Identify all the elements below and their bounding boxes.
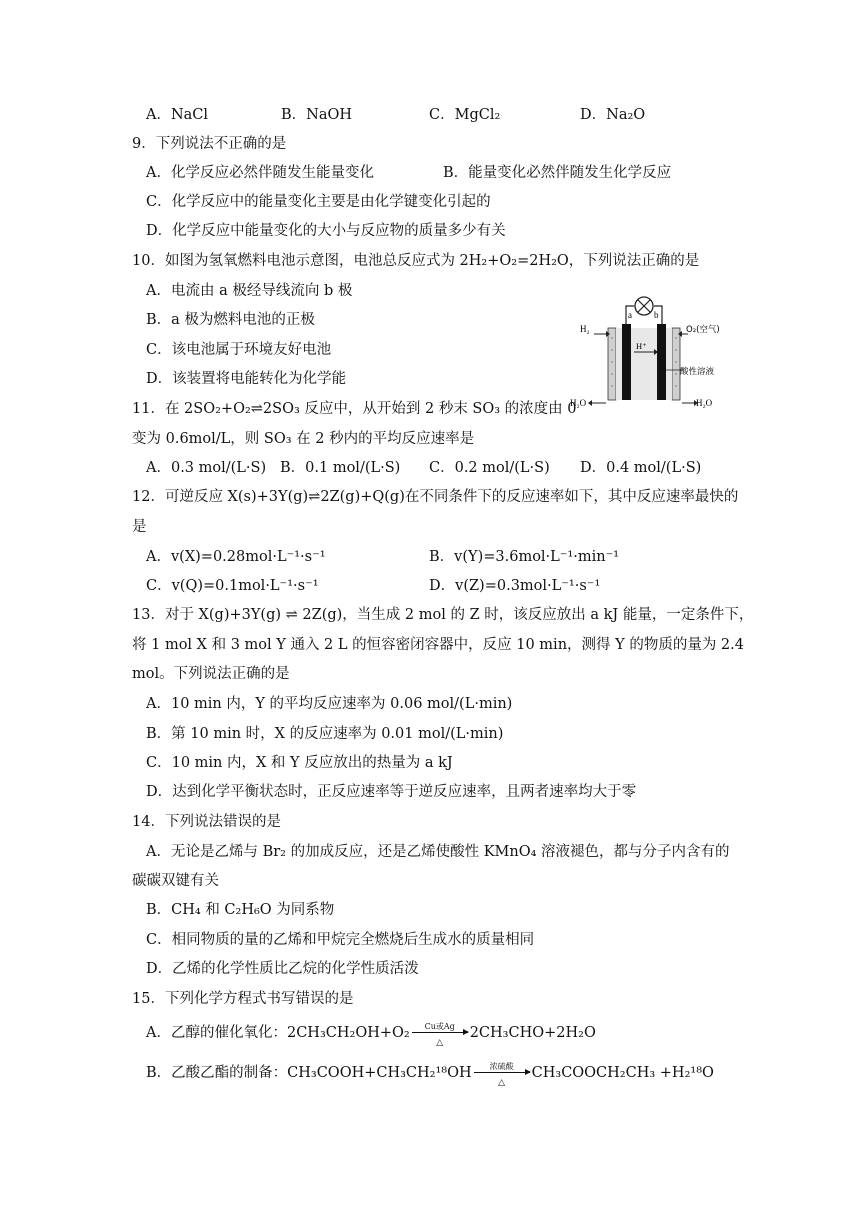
q14-option-b: B．CH₄ 和 C₂H₆O 为同系物 — [146, 902, 335, 918]
h2o-right-label: H₂O — [696, 398, 713, 408]
q15-b-products: CH₃COOCH₂CH₃ +H₂¹⁸O — [531, 1065, 714, 1081]
hplus-label: H⁺ — [636, 341, 647, 351]
q15-a-products: 2CH₃CHO+2H₂O — [469, 1025, 596, 1041]
q11-stem-line1: 11．在 2SO₂+O₂⇌2SO₃ 反应中，从开始到 2 秒末 SO₃ 的浓度由 0 — [132, 401, 577, 417]
electrode-a-label: a — [628, 310, 632, 320]
o2-label: O₂(空气) — [686, 325, 720, 335]
q12-stem-line2: 是 — [132, 519, 147, 535]
q10-stem: 10．如图为氢氧燃料电池示意图，电池总反应式为 2H₂+O₂=2H₂O，下列说法正确的是 — [132, 253, 700, 269]
q11-option-d: D．0.4 mol/(L·S) — [580, 460, 702, 476]
h2o-left-label: H₂O — [570, 398, 587, 408]
q11-option-c: C．0.2 mol/(L·S) — [429, 460, 550, 476]
q15-a-reactants: 2CH₃CH₂OH+O₂ — [286, 1025, 410, 1041]
q15-a-arrow — [412, 1022, 468, 1048]
acid-label: 酸性溶液 — [680, 367, 715, 377]
q12-stem-line1: 12．可逆反应 X(s)+3Y(g)⇌2Z(g)+Q(g)在不同条件下的反应速率如下，其中反应速率最快的 — [132, 489, 739, 505]
q11-stem-line2: 变为 0.6mol/L，则 SO₃ 在 2 秒内的平均反应速率是 — [132, 431, 475, 447]
h2-label: H₂ — [580, 324, 590, 334]
q15-a-condition: Cu或Ag — [424, 1022, 455, 1031]
q12-option-b: B．v(Y)=3.6mol·L⁻¹·min⁻¹ — [429, 549, 620, 565]
q10-option-d: D．该装置将电能转化为化学能 — [146, 371, 347, 387]
q14-option-d: D．乙烯的化学性质比乙烷的化学性质活泼 — [146, 961, 419, 977]
q8-option-a: A．NaCl — [146, 107, 209, 123]
electrode-a — [622, 324, 631, 400]
q8-option-b: B．NaOH — [281, 107, 353, 123]
q15-option-b — [146, 1062, 714, 1088]
q15-b-condition: 浓硫酸 — [489, 1062, 514, 1071]
q15-option-a — [146, 1022, 596, 1048]
q9-option-c: C．化学反应中的能量变化主要是由化学键变化引起的 — [146, 194, 491, 210]
q10-option-c: C．该电池属于环境友好电池 — [146, 342, 332, 358]
q10-option-a: A．电流由 a 极经导线流向 b 极 — [146, 283, 353, 299]
q12-option-c: C．v(Q)=0.1mol·L⁻¹·s⁻¹ — [146, 578, 319, 594]
q13-option-c: C．10 min 内，X 和 Y 反应放出的热量为 a kJ — [146, 755, 453, 771]
q9-option-d: D．化学反应中能量变化的大小与反应物的质量多少有关 — [146, 223, 506, 239]
q8-option-d: D．Na₂O — [580, 107, 646, 123]
q12-option-a: A．v(X)=0.28mol·L⁻¹·s⁻¹ — [146, 549, 326, 565]
q15-b-reactants: CH₃COOH+CH₃CH₂¹⁸OH — [287, 1065, 472, 1081]
q12-option-d: D．v(Z)=0.3mol·L⁻¹·s⁻¹ — [429, 578, 601, 594]
q14-stem: 14．下列说法错误的是 — [132, 814, 281, 830]
q15-b-label: B．乙酸乙酯的制备： — [146, 1065, 288, 1081]
q11-option-a: A．0.3 mol/(L·S) — [146, 460, 267, 476]
q14-option-a-line2: 碳碳双键有关 — [132, 873, 219, 889]
q9-option-b: B．能量变化必然伴随发生化学反应 — [443, 165, 672, 181]
q15-stem: 15．下列化学方程式书写错误的是 — [132, 991, 354, 1007]
q14-option-c: C．相同物质的量的乙烯和甲烷完全燃烧后生成水的质量相同 — [146, 932, 535, 948]
q15-a-heat: △ — [436, 1038, 444, 1048]
q13-option-a: A．10 min 内，Y 的平均反应速率为 0.06 mol/(L·min) — [146, 696, 513, 712]
q13-stem-line2: 将 1 mol X 和 3 mol Y 通入 2 L 的恒容密闭容器中，反应 10 min，测得 Y 的物质的量为 2.4 — [132, 637, 744, 653]
q13-stem-line3: mol。下列说法正确的是 — [132, 666, 290, 682]
fuel-cell-diagram — [568, 294, 728, 416]
electrode-b-label: b — [654, 310, 659, 320]
q11-option-b: B．0.1 mol/(L·S) — [280, 460, 401, 476]
q14-option-a-line1: A．无论是乙烯与 Br₂ 的加成反应，还是乙烯使酸性 KMnO₄ 溶液褪色，都与分子内含有的 — [146, 844, 730, 860]
q13-stem-line1: 13．对于 X(g)+3Y(g) ⇌ 2Z(g)，当生成 2 mol 的 Z 时，该反应放出 a kJ 能量，一定条件下， — [132, 607, 754, 623]
q10-option-b: B．a 极为燃料电池的正极 — [146, 312, 315, 328]
electrode-b — [657, 324, 666, 400]
q9-option-a: A．化学反应必然伴随发生能量变化 — [146, 165, 374, 181]
q13-option-d: D．达到化学平衡状态时，正反应速率等于逆反应速率，且两者速率均大于零 — [146, 784, 637, 800]
q15-b-arrow — [474, 1062, 530, 1088]
q9-stem: 9．下列说法不正确的是 — [132, 136, 287, 152]
q8-option-c: C．MgCl₂ — [429, 107, 501, 123]
q15-a-label: A．乙醇的催化氧化： — [146, 1025, 287, 1041]
q13-option-b: B．第 10 min 时，X 的反应速率为 0.01 mol/(L·min) — [146, 726, 504, 742]
q15-b-heat: △ — [498, 1078, 506, 1088]
